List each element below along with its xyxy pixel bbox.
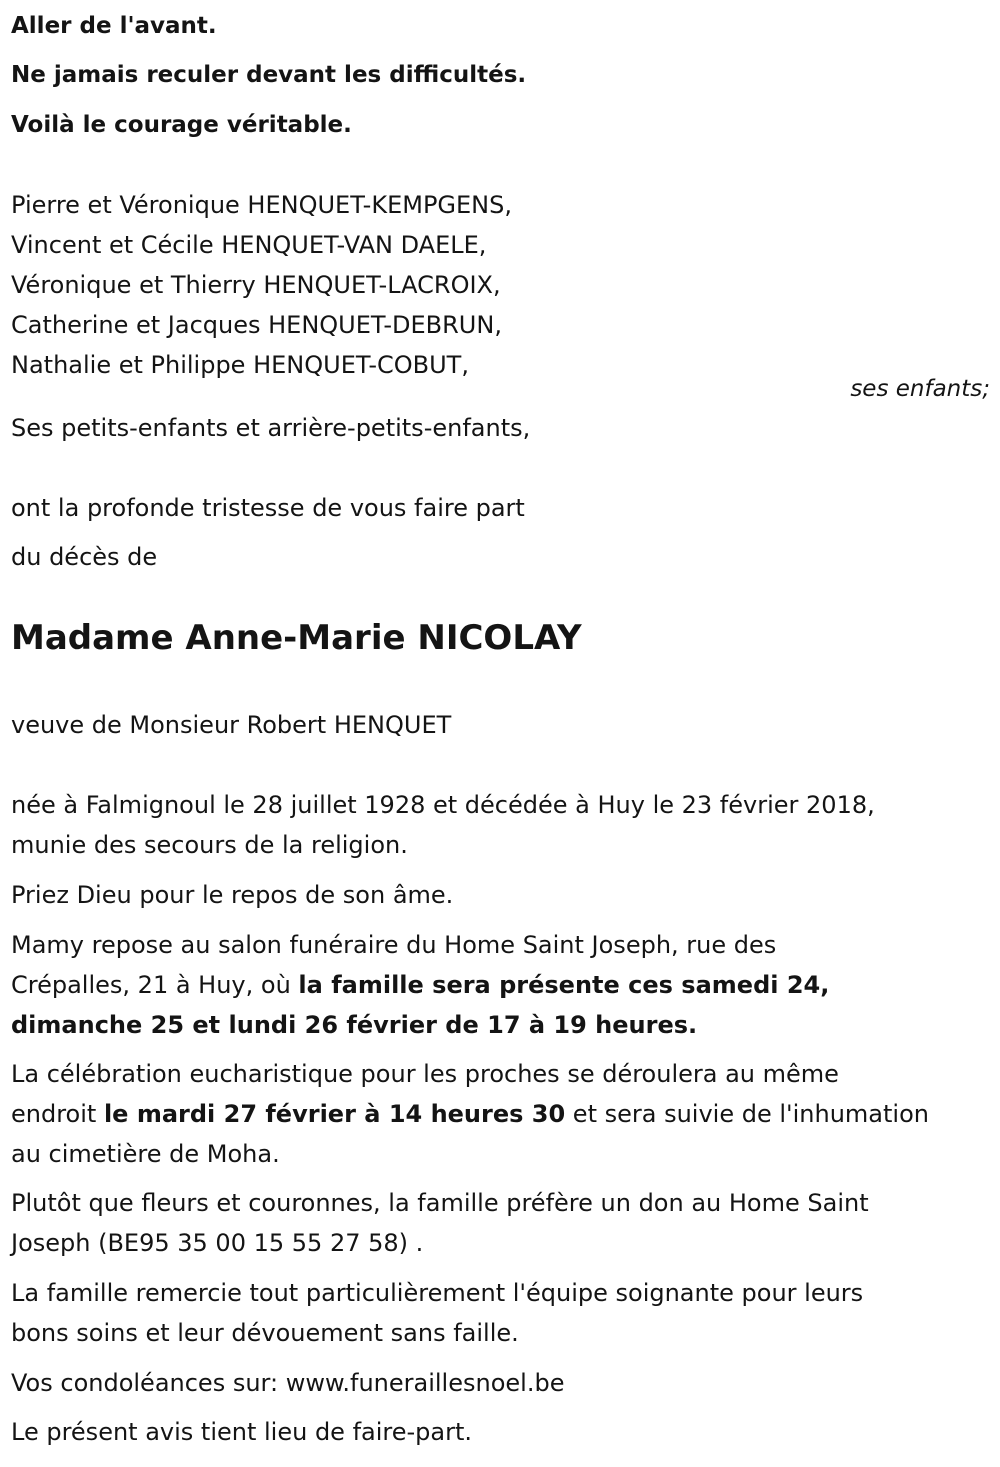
rest-line-3: dimanche 25 et lundi 26 février de 17 à 19 heures.	[11, 1011, 698, 1039]
deceased-name: Madame Anne-Marie NICOLAY	[11, 618, 582, 658]
child-line-5: Nathalie et Philippe HENQUET-COBUT,	[11, 351, 469, 379]
prayer-line: Priez Dieu pour le repos de son âme.	[11, 881, 454, 909]
child-line-3: Véronique et Thierry HENQUET-LACROIX,	[11, 271, 501, 299]
quote-line-1: Aller de l'avant.	[11, 13, 217, 39]
widow-of-line: veuve de Monsieur Robert HENQUET	[11, 711, 452, 739]
thanks-line-2: bons soins et leur dévouement sans faille.	[11, 1319, 519, 1347]
donation-line-1: Plutôt que fleurs et couronnes, la famille préfère un don au Home Saint	[11, 1189, 869, 1217]
quote-line-2: Ne jamais reculer devant les difficultés.	[11, 62, 527, 88]
announcement-line-1: ont la profonde tristesse de vous faire part	[11, 494, 525, 522]
children-label: ses enfants;	[850, 376, 990, 402]
ceremony-line-1: La célébration eucharistique pour les proches se déroulera au même	[11, 1060, 839, 1088]
announcement-line-2: du décès de	[11, 543, 158, 571]
condolences-line: Vos condoléances sur: www.funeraillesnoel.be	[11, 1369, 565, 1397]
child-line-1: Pierre et Véronique HENQUET-KEMPGENS,	[11, 191, 512, 219]
ceremony-line-2	[11, 1099, 929, 1129]
rest-line-2-bold: la famille sera présente ces samedi 24,	[298, 971, 830, 999]
ceremony-line-2-plain-a: endroit	[11, 1100, 104, 1128]
grandchildren-line: Ses petits-enfants et arrière-petits-enfants,	[11, 414, 531, 442]
rest-line-2-plain: Crépalles, 21 à Huy, où	[11, 971, 299, 999]
rest-line-1: Mamy repose au salon funéraire du Home Saint Joseph, rue des	[11, 931, 777, 959]
notice-line: Le présent avis tient lieu de faire-part.	[11, 1418, 473, 1446]
ceremony-line-2-bold: le mardi 27 février à 14 heures 30	[103, 1100, 566, 1128]
quote-line-3: Voilà le courage véritable.	[11, 112, 352, 138]
birth-death-line-1: née à Falmignoul le 28 juillet 1928 et décédée à Huy le 23 février 2018,	[11, 791, 875, 819]
child-line-2: Vincent et Cécile HENQUET-VAN DAELE,	[11, 231, 487, 259]
ceremony-line-2-plain-b: et sera suivie de l'inhumation	[565, 1100, 929, 1128]
birth-death-line-2: munie des secours de la religion.	[11, 831, 408, 859]
thanks-line-1: La famille remercie tout particulièrement l'équipe soignante pour leurs	[11, 1279, 864, 1307]
ceremony-line-3: au cimetière de Moha.	[11, 1140, 280, 1168]
rest-line-2	[11, 970, 829, 1000]
child-line-4: Catherine et Jacques HENQUET-DEBRUN,	[11, 311, 502, 339]
donation-line-2: Joseph (BE95 35 00 15 55 27 58) .	[11, 1229, 424, 1257]
